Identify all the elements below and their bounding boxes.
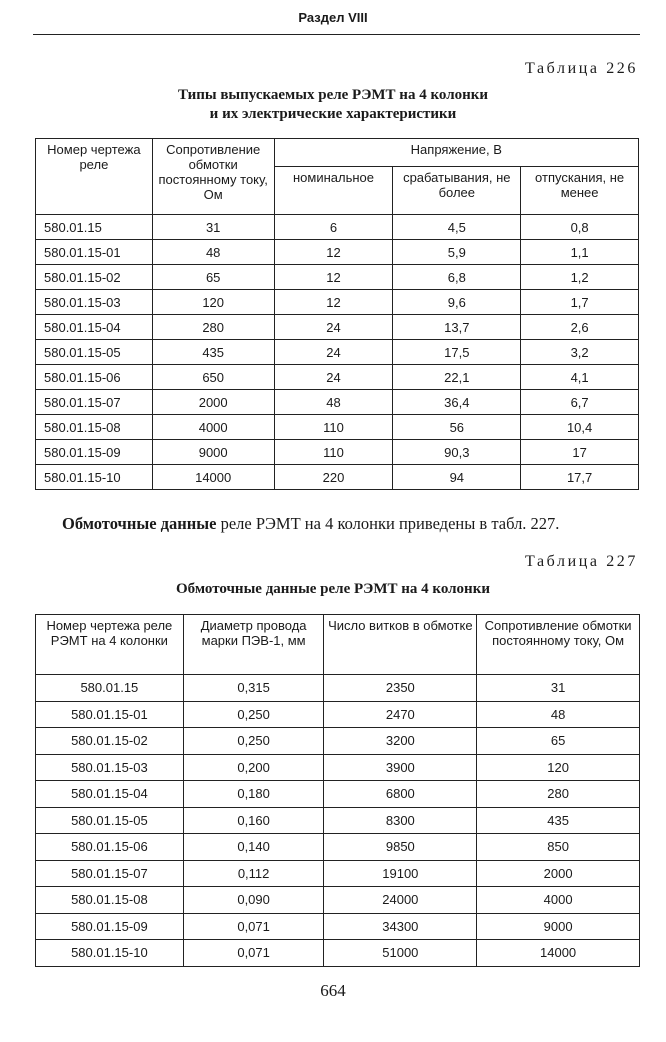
- table-cell: 2000: [477, 860, 640, 887]
- table-cell: 580.01.15-10: [36, 940, 184, 967]
- table-cell: 34300: [324, 913, 477, 940]
- table-cell: 120: [152, 290, 274, 315]
- table-cell: 580.01.15-01: [36, 701, 184, 728]
- table-row: [36, 340, 639, 365]
- header-rule: [33, 34, 640, 35]
- table-cell: 9850: [324, 834, 477, 861]
- table-cell: 31: [152, 215, 274, 240]
- table-cell: 22,1: [393, 365, 521, 390]
- paragraph-text: реле РЭМТ на 4 колонки приведены в табл. 227.: [216, 514, 560, 533]
- table-row: [36, 290, 639, 315]
- table-cell: 6,8: [393, 265, 521, 290]
- table-cell: 0,315: [183, 675, 324, 702]
- table-cell: 580.01.15-09: [36, 440, 153, 465]
- table-cell: 280: [152, 315, 274, 340]
- table-row: [36, 365, 639, 390]
- header-turns: Число витков в обмотке: [324, 615, 477, 675]
- table-cell: 4000: [152, 415, 274, 440]
- table-row: [36, 754, 640, 781]
- header-operate: срабатывания, не более: [393, 167, 521, 215]
- table-cell: 580.01.15-10: [36, 465, 153, 490]
- table-cell: 17,7: [521, 465, 639, 490]
- table-cell: 0,200: [183, 754, 324, 781]
- table-cell: 0,140: [183, 834, 324, 861]
- header-release: отпускания, не менее: [521, 167, 639, 215]
- table-cell: 0,160: [183, 807, 324, 834]
- table-cell: 4000: [477, 887, 640, 914]
- table-row: [36, 315, 639, 340]
- table-cell: 48: [152, 240, 274, 265]
- table-cell: 2000: [152, 390, 274, 415]
- header-resistance: Сопротивление обмотки постоянному току, Ом: [152, 139, 274, 215]
- table-cell: 5,9: [393, 240, 521, 265]
- table-cell: 580.01.15-02: [36, 265, 153, 290]
- table-226-label: Таблица 226: [524, 60, 638, 77]
- table-cell: 14000: [477, 940, 640, 967]
- table-cell: 120: [477, 754, 640, 781]
- header-wire-diameter: Диаметр провода марки ПЭВ-1, мм: [183, 615, 324, 675]
- table-cell: 435: [477, 807, 640, 834]
- table-cell: 580.01.15-03: [36, 754, 184, 781]
- table-cell: 17: [521, 440, 639, 465]
- table-cell: 3,2: [521, 340, 639, 365]
- table-226-title-line1: Типы выпускаемых реле РЭМТ на 4 колонки: [177, 87, 489, 103]
- table-cell: 4,5: [393, 215, 521, 240]
- table-row: [36, 913, 640, 940]
- table-cell: 0,250: [183, 701, 324, 728]
- table-cell: 19100: [324, 860, 477, 887]
- table-row: [36, 887, 640, 914]
- table-cell: 65: [477, 728, 640, 755]
- section-header: Раздел VIII: [298, 10, 368, 25]
- table-cell: 435: [152, 340, 274, 365]
- table-cell: 0,071: [183, 913, 324, 940]
- header-drawing-number: Номер чертежа реле РЭМТ на 4 колонки: [36, 615, 184, 675]
- table-cell: 580.01.15-04: [36, 315, 153, 340]
- table-row: [36, 807, 640, 834]
- table-cell: 0,8: [521, 215, 639, 240]
- table-row: [36, 675, 640, 702]
- table-cell: 580.01.15-05: [36, 340, 153, 365]
- table-row: [36, 781, 640, 808]
- table-row: [36, 440, 639, 465]
- table-cell: 48: [477, 701, 640, 728]
- table-cell: 3200: [324, 728, 477, 755]
- table-cell: 580.01.15-08: [36, 415, 153, 440]
- table-cell: 12: [274, 290, 393, 315]
- table-row: [36, 415, 639, 440]
- table-cell: 580.01.15-07: [36, 860, 184, 887]
- table-cell: 24: [274, 365, 393, 390]
- table-cell: 650: [152, 365, 274, 390]
- table-cell: 580.01.15-06: [36, 834, 184, 861]
- table-cell: 6800: [324, 781, 477, 808]
- table-cell: 580.01.15-04: [36, 781, 184, 808]
- table-cell: 12: [274, 240, 393, 265]
- table-cell: 580.01.15-05: [36, 807, 184, 834]
- table-row: [36, 240, 639, 265]
- table-cell: 17,5: [393, 340, 521, 365]
- table-cell: 51000: [324, 940, 477, 967]
- table-row: [36, 215, 639, 240]
- table-226: [35, 138, 639, 490]
- table-cell: 9000: [152, 440, 274, 465]
- table-cell: 3900: [324, 754, 477, 781]
- table-cell: 13,7: [393, 315, 521, 340]
- table-cell: 0,090: [183, 887, 324, 914]
- table-cell: 14000: [152, 465, 274, 490]
- table-row: [36, 834, 640, 861]
- table-cell: 280: [477, 781, 640, 808]
- table-cell: 12: [274, 265, 393, 290]
- table-cell: 65: [152, 265, 274, 290]
- paragraph: [62, 514, 559, 534]
- table-cell: 36,4: [393, 390, 521, 415]
- header-drawing-number: Номер чертежа реле: [36, 139, 153, 215]
- table-cell: 580.01.15-06: [36, 365, 153, 390]
- table-cell: 850: [477, 834, 640, 861]
- table-cell: 6: [274, 215, 393, 240]
- table-cell: 580.01.15-09: [36, 913, 184, 940]
- table-cell: 2470: [324, 701, 477, 728]
- table-cell: 580.01.15-01: [36, 240, 153, 265]
- table-cell: 1,2: [521, 265, 639, 290]
- table-cell: 110: [274, 440, 393, 465]
- table-cell: 2,6: [521, 315, 639, 340]
- table-row: [36, 728, 640, 755]
- table-cell: 9000: [477, 913, 640, 940]
- table-cell: 580.01.15: [36, 675, 184, 702]
- table-row: [36, 390, 639, 415]
- table-cell: 24: [274, 340, 393, 365]
- table-226-title-line2: и их электрические характеристики: [209, 106, 457, 122]
- table-cell: 1,7: [521, 290, 639, 315]
- table-cell: 31: [477, 675, 640, 702]
- header-nominal: номинальное: [274, 167, 393, 215]
- table-row: [36, 465, 639, 490]
- table-cell: 56: [393, 415, 521, 440]
- table-cell: 0,180: [183, 781, 324, 808]
- table-cell: 580.01.15-03: [36, 290, 153, 315]
- page-number: 664: [320, 981, 346, 1000]
- table-row: [36, 860, 640, 887]
- table-cell: 580.01.15-02: [36, 728, 184, 755]
- table-cell: 24000: [324, 887, 477, 914]
- header-voltage: Напряжение, В: [274, 139, 638, 167]
- table-226-title: [0, 86, 666, 124]
- paragraph-bold: Обмоточные данные: [62, 514, 217, 533]
- table-cell: 220: [274, 465, 393, 490]
- table-row: [36, 940, 640, 967]
- table-cell: 4,1: [521, 365, 639, 390]
- table-cell: 8300: [324, 807, 477, 834]
- table-cell: 10,4: [521, 415, 639, 440]
- table-cell: 0,250: [183, 728, 324, 755]
- table-cell: 110: [274, 415, 393, 440]
- table-227-label: Таблица 227: [524, 553, 638, 570]
- table-cell: 90,3: [393, 440, 521, 465]
- table-cell: 580.01.15-08: [36, 887, 184, 914]
- table-cell: 1,1: [521, 240, 639, 265]
- table-227-title: Обмоточные данные реле РЭМТ на 4 колонки: [176, 581, 490, 597]
- table-227: [35, 614, 640, 967]
- header-resistance: Сопротивление обмотки постоянному току, Ом: [477, 615, 640, 675]
- table-cell: 6,7: [521, 390, 639, 415]
- table-row: [36, 265, 639, 290]
- table-cell: 0,071: [183, 940, 324, 967]
- table-cell: 0,112: [183, 860, 324, 887]
- table-cell: 94: [393, 465, 521, 490]
- table-cell: 24: [274, 315, 393, 340]
- table-cell: 48: [274, 390, 393, 415]
- table-cell: 9,6: [393, 290, 521, 315]
- table-cell: 2350: [324, 675, 477, 702]
- table-row: [36, 701, 640, 728]
- table-cell: 580.01.15-07: [36, 390, 153, 415]
- table-cell: 580.01.15: [36, 215, 153, 240]
